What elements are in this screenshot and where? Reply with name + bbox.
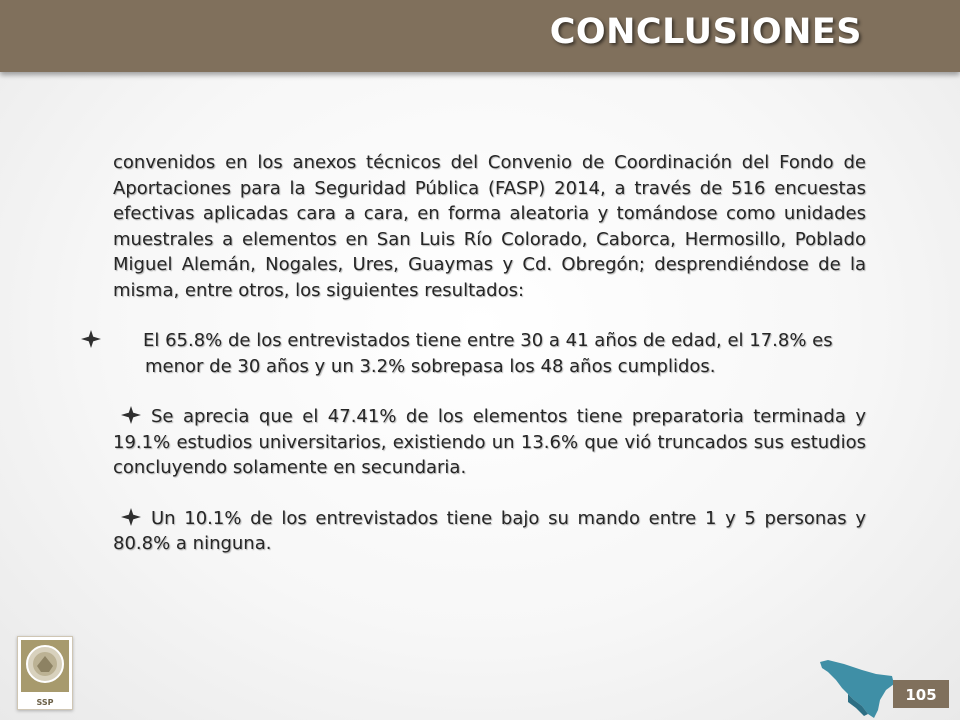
page-title: CONCLUSIONES [549,12,862,52]
ssp-seal-icon [21,640,69,692]
diamond-bullet-icon [121,506,143,532]
ssp-logo [17,636,73,710]
sonora-map-icon [818,658,898,720]
page-number-box [893,680,949,708]
bullet-text: El 65.8% de los entrevistados tiene entre 30 a 41 años de edad, el 17.8% es menor de 30 años y un 3.2% sobrepasa los 48 años cumplidos. [143,330,833,377]
bullet-item [113,506,866,557]
bullet-text: Se aprecia que el 47.41% de los elementos tiene preparatoria terminada y 19.1% estudios universitarios, existiendo un 13.6% que vió truncados sus estudios concluyendo solamente en secundaria. [113,406,866,478]
bullet-item [113,404,866,481]
page-number: 105 [905,686,937,704]
diamond-bullet-icon [121,404,143,430]
intro-paragraph: convenidos en los anexos técnicos del Convenio de Coordinación del Fondo de Aportaciones para la Seguridad Pública (FASP) 2014, a través de 516 encuestas efectivas aplicadas cara a cara, en forma aleatoria y tomándose como unidades muestrales a elementos en San Luis Río Colorado, Caborca, Hermosillo, Poblado Miguel Alemán, Nogales, Ures, Guaymas y Cd. Obregón; desprendiéndose de la misma, entre otros, los siguientes resultados: [113,152,866,301]
logo-label: SSP [36,698,54,707]
diamond-bullet-icon [113,328,135,354]
bullet-item [113,328,866,379]
slide-content [113,150,866,557]
header-bar [0,0,960,72]
bullet-text: Un 10.1% de los entrevistados tiene bajo su mando entre 1 y 5 personas y 80.8% a ninguna. [113,507,866,554]
